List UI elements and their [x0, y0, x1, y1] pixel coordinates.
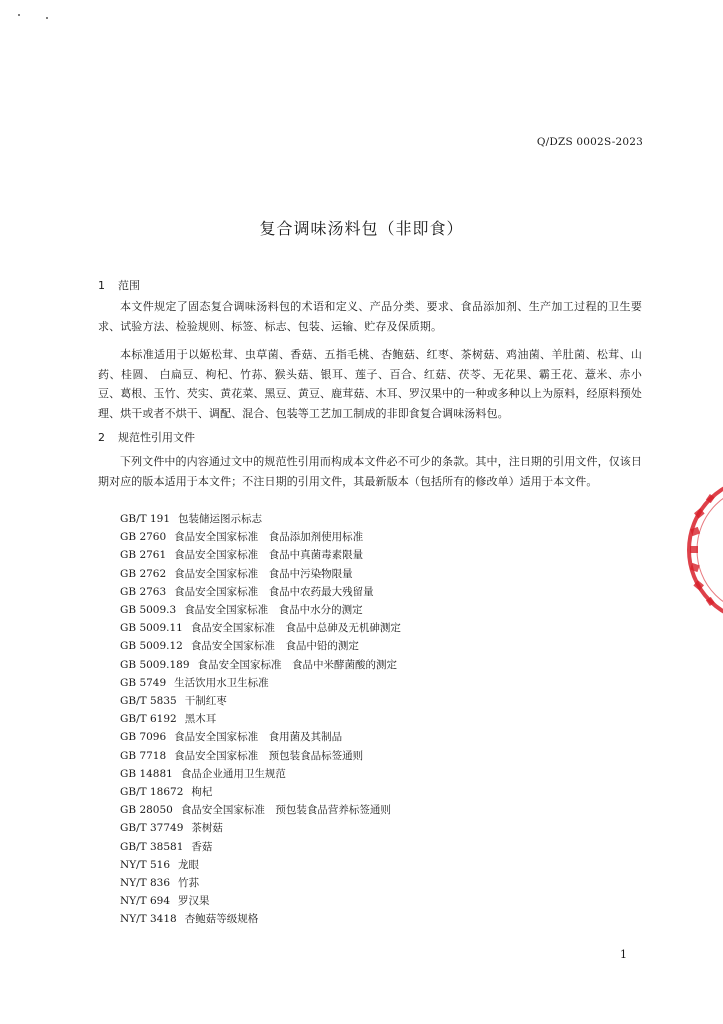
- reference-item: [120, 510, 401, 528]
- reference-item: [120, 856, 401, 874]
- reference-item: [120, 728, 401, 746]
- section-1-paragraph-1: 本文件规定了固态复合调味汤料包的术语和定义、产品分类、要求、食品添加剂、生产加工过程的卫生要求、试验方法、检验规则、标签、标志、包装、运输、贮存及保质期。: [98, 300, 642, 333]
- reference-title: 包装储运图示标志: [178, 513, 263, 525]
- reference-item: [120, 583, 401, 601]
- reference-title: 食品安全国家标准 食品中铅的测定: [190, 640, 359, 653]
- reference-list: [120, 510, 401, 929]
- reference-title: 食品安全国家标准 食品中总砷及无机砷测定: [190, 622, 401, 635]
- reference-title: 食品安全国家标准 食品添加剂使用标准: [174, 531, 364, 544]
- reference-title: 枸杞: [191, 786, 213, 799]
- reference-code: NY/T 516: [120, 858, 171, 871]
- reference-title: 竹荪: [178, 877, 200, 890]
- section-2-heading: [98, 429, 195, 445]
- reference-item: [120, 692, 401, 710]
- reference-code: GB 14881: [120, 767, 173, 780]
- section-2-number: 2: [98, 431, 105, 444]
- reference-code: NY/T 836: [120, 877, 171, 890]
- reference-item: [120, 910, 401, 928]
- scan-speck: [46, 17, 48, 19]
- reference-code: GB 5009.12: [120, 640, 183, 653]
- reference-title: 干制红枣: [184, 695, 227, 708]
- reference-code: GB 2760: [120, 531, 167, 544]
- reference-code: GB 2762: [120, 567, 167, 580]
- section-2-paragraph-1: 下列文件中的内容通过文中的规范性引用而构成本文件必不可少的条款。其中，注日期的引用文件，仅该日期对应的版本适用于本文件；不注日期的引用文件，其最新版本（包括所有的修改单）适用于本文件。: [98, 455, 642, 488]
- reference-item: [120, 528, 401, 546]
- reference-item: [120, 619, 401, 637]
- reference-item: [120, 656, 401, 674]
- reference-title: 食品安全国家标准 预包装食品营养标签通则: [180, 804, 391, 817]
- reference-code: GB/T 191: [120, 513, 171, 525]
- reference-code: GB 2763: [120, 585, 167, 598]
- section-1-title: 范围: [118, 279, 140, 292]
- reference-item: [120, 819, 401, 837]
- reference-title: 龙眼: [178, 858, 200, 871]
- reference-code: NY/T 694: [120, 895, 171, 908]
- reference-title: 食品安全国家标准 预包装食品标签通则: [174, 749, 364, 762]
- reference-code: NY/T 3418: [120, 913, 177, 926]
- reference-code: GB 7096: [120, 731, 167, 744]
- section-1-paragraph-2: 本标准适用于以姬松茸、虫草菌、香菇、五指毛桃、杏鲍菇、红枣、茶树菇、鸡油菌、羊肚菌、松茸、山药、桂圆、 白扁豆、枸杞、竹荪、猴头菇、银耳、莲子、百合、红菇、茯苓、无花果、霸王花、薏米、赤小豆、葛根、玉竹、芡实、黄花菜、黑豆、黄豆、鹿茸菇、木耳、罗汉果中的一种或多种以上为原料，经原料预处理、烘干或者不烘干、调配、混合、包装等工艺加工制成的非即食复合调味汤料包。: [98, 348, 642, 420]
- reference-item: [120, 546, 401, 564]
- reference-code: GB 5009.3: [120, 604, 177, 617]
- reference-code: GB/T 18672: [120, 786, 184, 799]
- document-code: Q/DZS 0002S-2023: [536, 136, 643, 148]
- reference-code: GB/T 5835: [120, 695, 177, 708]
- reference-code: GB 7718: [120, 749, 167, 762]
- reference-code: GB/T 38581: [120, 840, 184, 853]
- reference-item: [120, 637, 401, 655]
- reference-code: GB 2761: [120, 549, 167, 562]
- reference-title: 食品安全国家标准 食品中农药最大残留量: [174, 585, 374, 598]
- page-title: 复合调味汤料包（非即食）: [259, 219, 464, 238]
- reference-item: [120, 747, 401, 765]
- reference-title: 食品安全国家标准 食品中污染物限量: [174, 567, 353, 580]
- reference-title: 生活饮用水卫生标准: [174, 676, 269, 689]
- reference-title: 茶树菇: [191, 822, 223, 835]
- reference-code: GB 5749: [120, 676, 167, 689]
- reference-code: GB 5009.11: [120, 622, 183, 635]
- section-1-heading: [98, 277, 140, 293]
- scan-speck: [18, 14, 20, 16]
- reference-code: GB 28050: [120, 804, 173, 817]
- reference-item: [120, 892, 401, 910]
- reference-title: 罗汉果: [178, 895, 210, 908]
- reference-title: 食品企业通用卫生规范: [180, 767, 286, 780]
- page-number: 1: [620, 948, 627, 961]
- company-seal-stamp: [681, 470, 723, 630]
- reference-title: 食品安全国家标准 食用菌及其制品: [174, 731, 343, 744]
- reference-title: 香菇: [191, 840, 213, 853]
- reference-item: [120, 674, 401, 692]
- reference-code: GB 5009.189: [120, 658, 190, 671]
- reference-item: [120, 765, 401, 783]
- reference-item: [120, 874, 401, 892]
- reference-item: [120, 783, 401, 801]
- reference-title: 食品安全国家标准 食品中水分的测定: [184, 604, 363, 617]
- reference-title: 黑木耳: [184, 713, 217, 726]
- reference-item: [120, 565, 401, 583]
- reference-title: 食品安全国家标准 食品中真菌毒素限量: [174, 549, 364, 562]
- reference-code: GB/T 37749: [120, 822, 184, 835]
- reference-code: GB/T 6192: [120, 713, 177, 726]
- reference-title: 杏鲍菇等级规格: [184, 913, 259, 926]
- section-1-number: 1: [98, 279, 105, 292]
- section-2-title: 规范性引用文件: [118, 431, 195, 444]
- reference-item: [120, 801, 401, 819]
- reference-item: [120, 710, 401, 728]
- reference-item: [120, 601, 401, 619]
- reference-title: 食品安全国家标准 食品中米酵菌酸的测定: [197, 658, 398, 671]
- reference-item: [120, 838, 401, 856]
